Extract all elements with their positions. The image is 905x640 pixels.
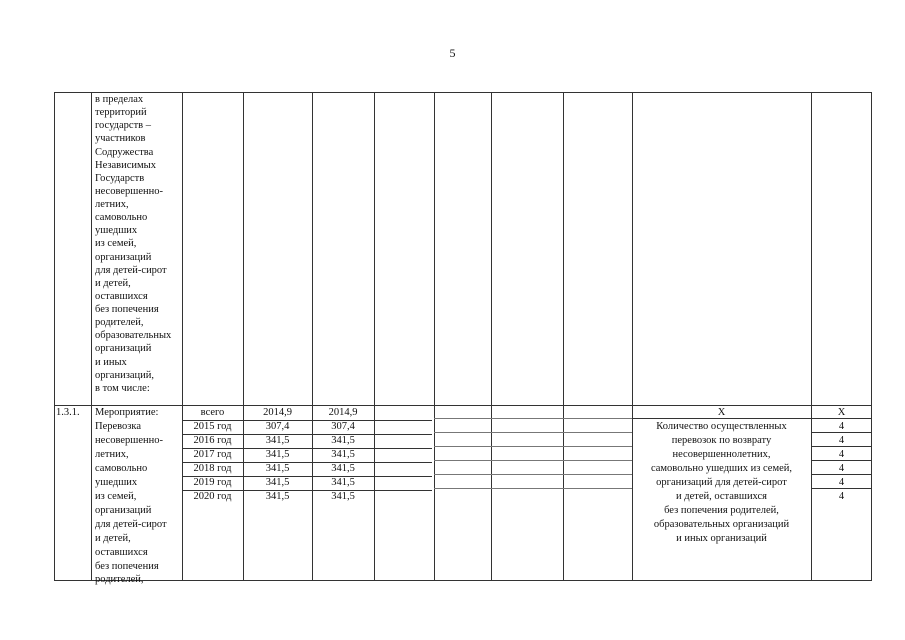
- indicator-line: Количество осуществленных: [656, 421, 787, 432]
- indicator-line: и иных организаций: [676, 533, 767, 544]
- col-border: [563, 92, 564, 581]
- target-value: 4: [838, 491, 845, 502]
- title-line: без попечения: [95, 561, 159, 572]
- col-border: [811, 92, 812, 581]
- desc-line: территорий: [95, 107, 147, 118]
- desc-line: родителей,: [95, 317, 144, 328]
- page-number: 5: [449, 46, 456, 60]
- desc-line: образовательных: [95, 330, 172, 341]
- funding-total-value: 307,4: [265, 421, 290, 432]
- title-line: Мероприятие:: [95, 407, 159, 418]
- faint-separator: [434, 432, 632, 433]
- title-line: самовольно: [95, 463, 148, 474]
- year-label: 2015 год: [193, 421, 232, 432]
- desc-line: участников: [95, 133, 146, 144]
- funding-source-value: 341,5: [331, 449, 355, 460]
- desc-line: и иных: [95, 357, 127, 368]
- col-border: [243, 92, 244, 581]
- indicator-line: без попечения родителей,: [664, 505, 779, 516]
- year-label: 2017 год: [193, 449, 232, 460]
- funding-source-value: 341,5: [331, 435, 355, 446]
- desc-line: государств –: [95, 120, 152, 131]
- target-value: 4: [838, 477, 845, 488]
- faint-separator: [434, 474, 632, 475]
- desc-line: организаций,: [95, 370, 154, 381]
- col-border: [91, 92, 92, 581]
- indicator-line: организаций для детей-сирот: [656, 477, 787, 488]
- faint-separator: [434, 418, 632, 419]
- col-border: [54, 92, 55, 581]
- indicator-line: перевозок по возврату: [671, 435, 772, 446]
- desc-line: Государств: [95, 173, 145, 184]
- desc-line: Независимых: [95, 160, 156, 171]
- funding-source-value: 341,5: [331, 491, 355, 502]
- indicator-header: X: [717, 407, 726, 418]
- row-border-bottom: [54, 580, 872, 581]
- funding-total-value: 341,5: [265, 491, 290, 502]
- title-line: Перевозка: [95, 421, 142, 432]
- funding-total-value: 341,5: [265, 449, 290, 460]
- indicator-line: и детей, оставшихся: [675, 491, 767, 502]
- funding-source-value: 307,4: [331, 421, 355, 432]
- title-line: оставшихся: [95, 547, 148, 558]
- funding-total-value: 2014,9: [263, 407, 292, 418]
- target-value: 4: [838, 463, 845, 474]
- funding-total-value: 341,5: [265, 477, 290, 488]
- faint-separator: [434, 488, 632, 489]
- title-line: несовершенно-: [95, 435, 163, 446]
- title-line: и детей,: [95, 533, 131, 544]
- target-value: 4: [838, 435, 845, 446]
- year-label: 2019 год: [193, 477, 232, 488]
- title-line: для детей-сирот: [95, 519, 167, 530]
- desc-line: оставшихся: [95, 291, 148, 302]
- target-value: 4: [838, 421, 845, 432]
- faint-separator: [434, 446, 632, 447]
- col-border: [374, 92, 375, 581]
- col-border: [182, 92, 183, 581]
- funding-total-value: 341,5: [265, 463, 290, 474]
- col-border: [871, 92, 872, 581]
- row-border-top: [54, 92, 872, 93]
- row-number: 1.3.1.: [56, 407, 80, 418]
- title-line: родителей,: [95, 574, 144, 585]
- funding-source-value: 2014,9: [328, 407, 358, 418]
- faint-separator: [434, 460, 632, 461]
- title-line: организаций: [95, 505, 152, 516]
- funding-source-value: 341,5: [331, 463, 355, 474]
- col-border: [434, 92, 435, 581]
- funding-source-value: 341,5: [331, 477, 355, 488]
- desc-line: организаций: [95, 252, 152, 263]
- year-label: всего: [200, 407, 225, 418]
- year-label: 2018 год: [193, 463, 232, 474]
- target-value: 4: [838, 449, 845, 460]
- desc-line: Содружества: [95, 147, 154, 158]
- year-label: 2016 год: [193, 435, 232, 446]
- funding-total-value: 341,5: [265, 435, 290, 446]
- desc-line: организаций: [95, 343, 152, 354]
- indicator-line: образовательных организаций: [653, 519, 790, 530]
- desc-line: из семей,: [95, 238, 137, 249]
- title-line: летних,: [95, 449, 129, 460]
- col-border: [312, 92, 313, 581]
- year-label: 2020 год: [193, 491, 232, 502]
- target-header: X: [837, 407, 846, 418]
- desc-line: для детей-сирот: [95, 265, 167, 276]
- col-border: [491, 92, 492, 581]
- title-line: из семей,: [95, 491, 137, 502]
- indicator-line: самовольно ушедших из семей,: [650, 463, 793, 474]
- desc-line: в пределах: [95, 94, 144, 105]
- desc-line: и детей,: [95, 278, 131, 289]
- desc-line: ушедших: [95, 225, 138, 236]
- desc-line: в том числе:: [95, 383, 150, 394]
- desc-line: самовольно: [95, 212, 148, 223]
- indicator-line: несовершеннолетних,: [672, 449, 771, 460]
- desc-line: несовершенно-: [95, 186, 163, 197]
- desc-line: летних,: [95, 199, 129, 210]
- title-line: ушедших: [95, 477, 138, 488]
- desc-line: без попечения: [95, 304, 159, 315]
